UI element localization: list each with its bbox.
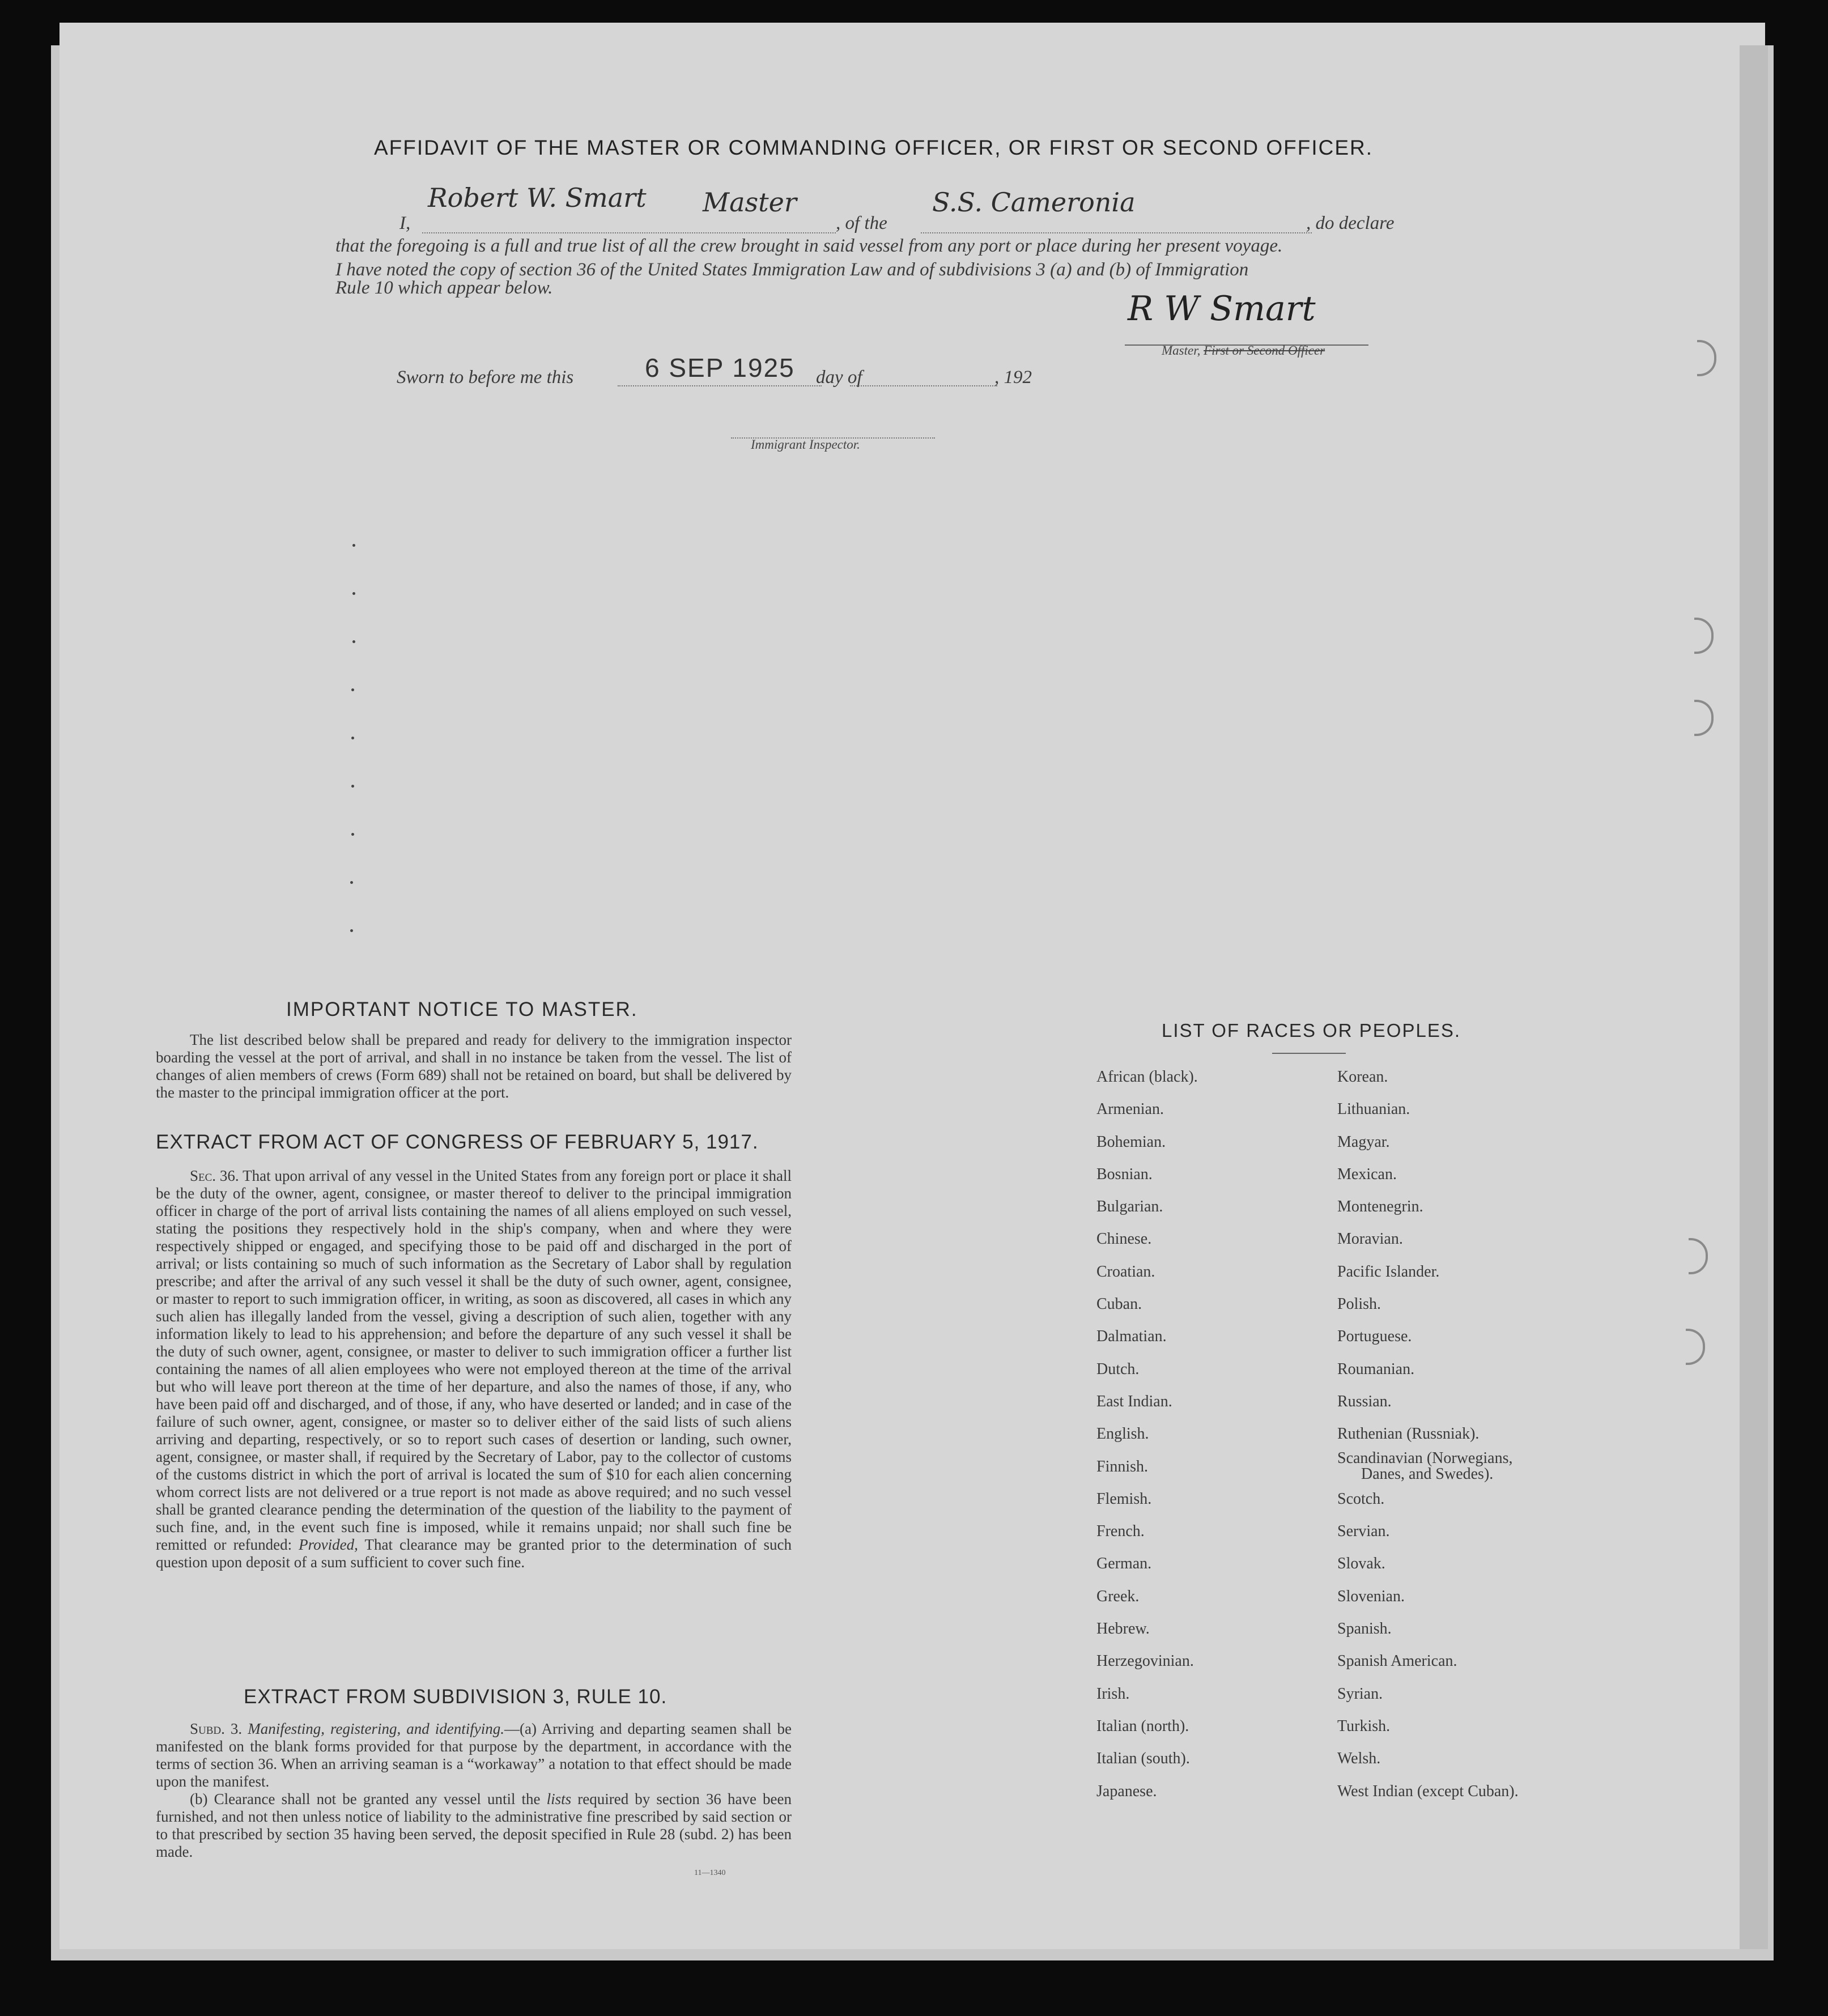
race-item: Ruthenian (Russniak). <box>1337 1425 1480 1443</box>
month-line <box>850 385 997 386</box>
margin-dot <box>352 640 355 643</box>
race-item: Servian. <box>1337 1522 1390 1541</box>
do-declare-text: , do declare <box>1306 213 1395 233</box>
races-right-column <box>1337 1061 1519 1807</box>
race-item: Spanish American. <box>1337 1652 1457 1670</box>
race-item: Cuban. <box>1096 1295 1142 1313</box>
name-line <box>422 232 836 233</box>
affidavit-line2: that the foregoing is a full and true list of all the crew brought in said vessel from any port or place during her present voyage. <box>335 236 1283 256</box>
affidavit-line3: I have noted the copy of section 36 of the United States Immigration Law and of subdivisions 3 (a) and (b) of Immigration <box>335 260 1249 280</box>
race-item: Magyar. <box>1337 1133 1390 1151</box>
margin-dot <box>351 737 354 739</box>
inspector-caption: Immigrant Inspector. <box>751 437 860 452</box>
race-item: Italian (north). <box>1096 1717 1189 1735</box>
day-line <box>618 385 822 386</box>
race-item: Roumanian. <box>1337 1360 1415 1378</box>
affidavit-line4: Rule 10 which appear below. <box>335 278 553 298</box>
race-item: Turkish. <box>1337 1717 1391 1735</box>
race-item: Chinese. <box>1096 1230 1152 1248</box>
race-item: Polish. <box>1337 1295 1381 1313</box>
race-item: Mexican. <box>1337 1165 1397 1183</box>
race-item: Dalmatian. <box>1096 1328 1167 1346</box>
race-item: West Indian (except Cuban). <box>1337 1782 1519 1800</box>
form-number: 11—1340 <box>694 1869 726 1877</box>
race-item: Japanese. <box>1096 1782 1157 1800</box>
race-item: Hebrew. <box>1096 1620 1150 1638</box>
race-item: Slovenian. <box>1337 1587 1405 1605</box>
race-item: Montenegrin. <box>1337 1198 1423 1216</box>
act-title: EXTRACT FROM ACT OF CONGRESS OF FEBRUARY 5, 1917. <box>156 1131 759 1153</box>
race-item: Syrian. <box>1337 1685 1383 1703</box>
race-item: Spanish. <box>1337 1620 1392 1638</box>
race-item-continuation: Danes, and Swedes). <box>1361 1465 1494 1483</box>
margin-dot <box>351 833 354 836</box>
handwritten-rank: Master <box>703 187 797 218</box>
race-item: Irish. <box>1096 1685 1130 1703</box>
races-title-rule <box>1272 1053 1346 1054</box>
race-item: Korean. <box>1337 1068 1388 1086</box>
date-stamp: 6 SEP 1925 <box>645 353 795 382</box>
race-item: Dutch. <box>1096 1360 1140 1378</box>
sworn-text: Sworn to before me this <box>397 367 574 388</box>
notice-text: The list described below shall be prepared and ready for delivery to the immigration inspector boarding the vessel at the port of arrival, and shall in no instance be taken from the vessel. The list of changes of alien members of crews (Form 689) shall not be retained on board, but shall be delivered by the master to the principal immigration officer at the port. <box>156 1031 792 1101</box>
race-item: Italian (south). <box>1096 1750 1190 1768</box>
race-item: Flemish. <box>1096 1490 1152 1508</box>
act-text: Sec. 36. That upon arrival of any vessel in the United States from any foreign port or place it shall be the duty of the owner, agent, consignee, or master thereof to deliver to the principal immigration officer in charge of the port of arrival lists containing the names of all aliens employed on such vessel, stating the positions they respectively hold in the ship's company, when and where they were respectively shipped or engaged, and specifying those to be paid off and discharged in the port of arrival; or lists containing so much of such information as the Secretary of Labor shall by regulation prescribe; and after the arrival of any such vessel it shall be the duty of such owner, agent, consignee, or master to report to such immigration officer, in writing, as soon as discovered, all cases in which any such alien has illegally landed from the vessel, giving a description of such alien, together with any information likely to lead to his apprehension; and before the departure of any such vessel it shall be the duty of such owner, agent, consignee, or master to deliver to such immigration officer a further list containing the names of all alien employees who were not employed thereon at the time of the arrival but who will leave port thereon at the time of her departure, and also the names of those, if any, who have been paid off and discharged, and of those, if any, who have deserted or landed; and in case of the failure of such owner, agent, consignee, or master so to deliver either of the said lists of such aliens arriving and departing, respectively, or so to report such cases of desertion or landing, such owner, agent, consignee, or master shall, if required by the Secretary of Labor, pay to the collector of customs of the customs district in which the port of arrival is located the sum of $10 for each alien concerning whom correct lists are not delivered or a true report is not made as above required; and no such vessel shall be granted clearance pending the determination of the question of the liability to the payment of such fine, and, in the event such fine is imposed, while it remains unpaid; nor shall such fine be remitted or refunded: Provided, That clearance may be granted prior to the determination of such question upon deposit of a sum sufficient to cover such fine. <box>156 1167 792 1571</box>
race-item: Scotch. <box>1337 1490 1385 1508</box>
margin-dot <box>351 785 354 788</box>
race-item: Bosnian. <box>1096 1165 1153 1183</box>
affidavit-i: I, <box>399 213 411 233</box>
margin-dot <box>352 544 355 547</box>
vessel-line <box>921 232 1312 233</box>
notice-title: IMPORTANT NOTICE TO MASTER. <box>286 998 638 1020</box>
race-item: Moravian. <box>1337 1230 1403 1248</box>
margin-dot <box>351 688 354 691</box>
race-item: Bulgarian. <box>1096 1198 1163 1216</box>
of-the-text: , of the <box>836 213 887 233</box>
races-title: LIST OF RACES OR PEOPLES. <box>1162 1020 1461 1041</box>
race-item: Greek. <box>1096 1587 1140 1605</box>
page-edge <box>1740 45 1768 1949</box>
race-item: Portuguese. <box>1337 1328 1412 1346</box>
race-item: African (black). <box>1096 1068 1198 1086</box>
margin-dot <box>352 592 355 595</box>
race-item: Herzegovinian. <box>1096 1652 1194 1670</box>
race-item: Finnish. <box>1096 1457 1149 1475</box>
race-item: Lithuanian. <box>1337 1100 1410 1118</box>
race-item: French. <box>1096 1522 1145 1541</box>
race-item: Pacific Islander. <box>1337 1262 1440 1281</box>
margin-dot <box>350 881 353 884</box>
race-item: Welsh. <box>1337 1750 1381 1768</box>
rule-title: EXTRACT FROM SUBDIVISION 3, RULE 10. <box>244 1686 668 1708</box>
races-left-column <box>1096 1061 1198 1807</box>
day-of-text: day of <box>816 367 862 388</box>
signature-caption: Master, First or Second Officer <box>1162 343 1325 358</box>
rule-text: Subd. 3. Manifesting, registering, and identifying.—(a) Arriving and departing seamen shall be manifested on the blank forms provided for that purpose by the department, in accordance with the terms of section 36. When an arriving seaman is a “workaway” a notation to that effect should be made upon the manifest. (b) Clearance shall not be granted any vessel until the lists required by section 36 have been furnished, and not then unless notice of liability to the administrative fine prescribed by said section or to that prescribed by section 35 having been served, the deposit specified in Rule 28 (subd. 2) has been made. <box>156 1720 792 1860</box>
race-item: Croatian. <box>1096 1262 1155 1281</box>
race-item: East Indian. <box>1096 1392 1172 1410</box>
race-item: German. <box>1096 1555 1152 1573</box>
margin-dot <box>350 929 353 932</box>
year-text: , 192 <box>994 367 1032 388</box>
handwritten-name: Robert W. Smart <box>428 182 647 213</box>
race-item: Russian. <box>1337 1392 1392 1410</box>
race-item: Bohemian. <box>1096 1133 1166 1151</box>
race-item: Scandinavian (Norwegians, Danes, and Swedes). <box>1337 1451 1519 1483</box>
affidavit-title: AFFIDAVIT OF THE MASTER OR COMMANDING OFFICER, OR FIRST OR SECOND OFFICER. <box>374 136 1374 159</box>
race-item: Armenian. <box>1096 1100 1164 1118</box>
handwritten-vessel: S.S. Cameronia <box>932 187 1136 218</box>
signature: R W Smart <box>1128 289 1316 329</box>
race-item: English. <box>1096 1425 1149 1443</box>
race-item: Slovak. <box>1337 1555 1385 1573</box>
